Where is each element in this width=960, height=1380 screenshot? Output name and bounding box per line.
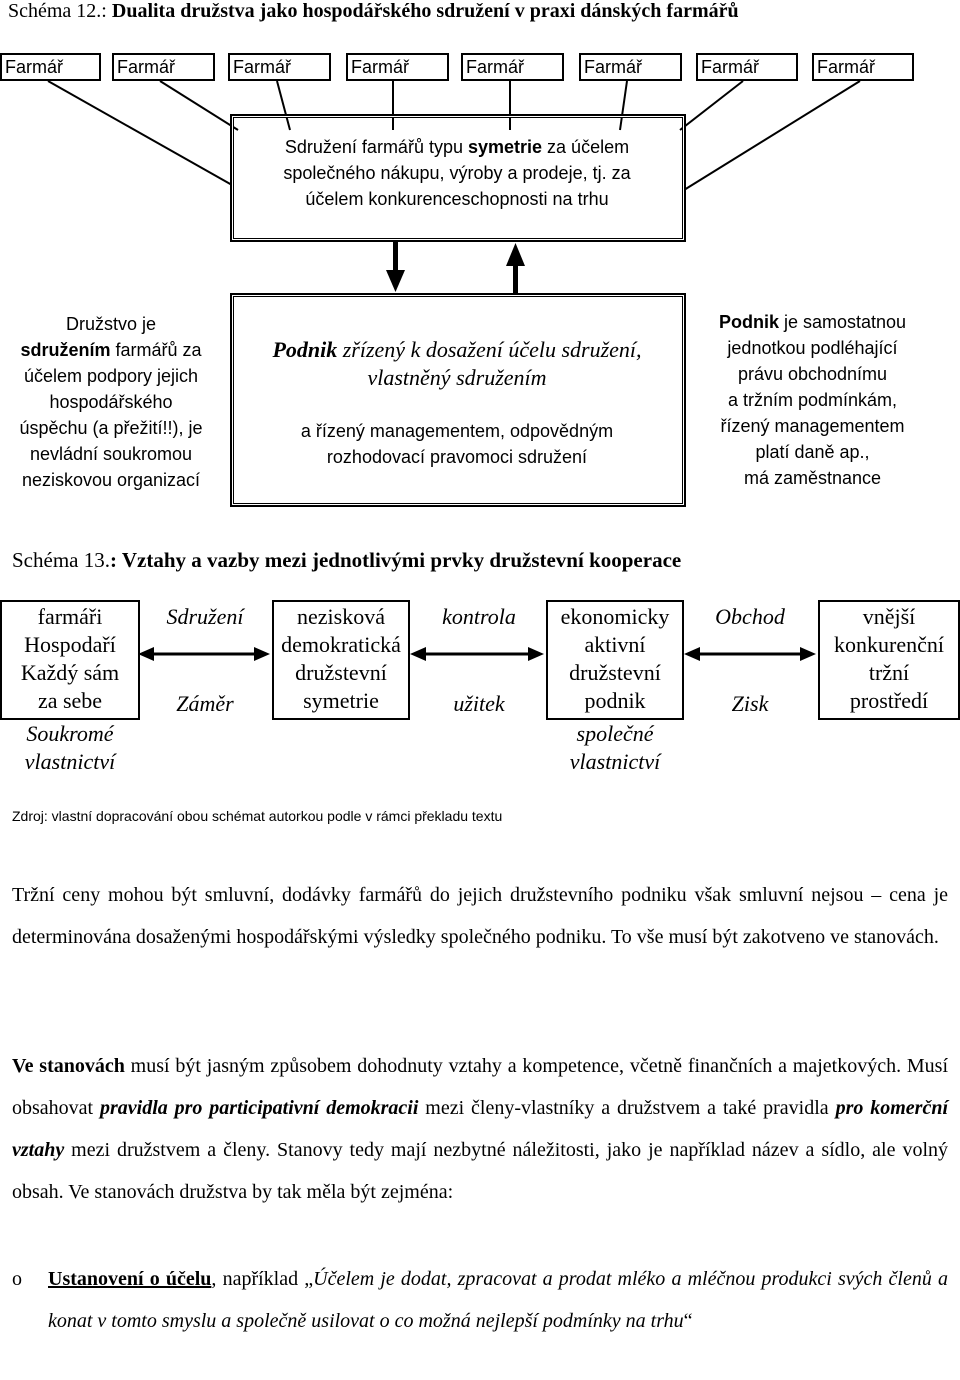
up-arrow-icon <box>506 243 525 296</box>
market-box-text: vnější konkurenční tržní prostředí <box>834 604 944 713</box>
link-label-profit: Zisk <box>731 691 769 716</box>
bullet-marker: o <box>12 1268 22 1290</box>
schema13-arrows <box>0 640 960 670</box>
farmer-box: Farmář <box>346 53 449 81</box>
cooperative-definition-text: Družstvo je sdružením farmářů za účelem podpory jejich hospodářského úspěchu (a přežití!!), je nevládní soukromou neziskovou organizací <box>19 314 203 490</box>
double-arrow-icon <box>138 647 270 661</box>
farmer-box: Farmář <box>696 53 798 81</box>
common-ownership-text: společné vlastnictví <box>569 721 661 774</box>
source-note: Zdroj: vlastní dopracování obou schémat autorkou podle v rámci překladu textu <box>12 808 503 824</box>
link-label-benefit: užitek <box>453 691 505 716</box>
connector-line <box>684 81 860 190</box>
link-label-control: kontrola <box>442 604 516 629</box>
double-arrow-icon <box>684 647 816 661</box>
enterprise-box-13-text: ekonomicky aktivní družstevní podnik <box>560 604 670 713</box>
schema12-title: Schéma 12.: Dualita družstva jako hospodářského sdružení v praxi dánských farmářů <box>8 0 739 22</box>
private-ownership-text: Soukromé vlastnictví <box>24 721 116 774</box>
double-arrow-icon <box>410 647 544 661</box>
link-label-association: Sdružení <box>166 604 244 629</box>
farmer-box: Farmář <box>812 53 914 81</box>
cooperative-box-text: nezisková demokratická družstevní symetrie <box>281 604 401 713</box>
paragraph-prices: Tržní ceny mohou být smluvní, dodávky farmářů do jejich družstevního podniku však smluvní nejsou – cena je determinována dosaženými hospodářskými výsledky společného podniku. To vše musí být zakotveno ve stanovách. <box>12 884 948 948</box>
farmer-box: Farmář <box>112 53 215 81</box>
paragraph-statutes: Ve stanovách musí být jasným způsobem dohodnuty vztahy a kompetence, včetně finančních a majetkových. Musí obsahovat pravidla pro participativní demokracii mezi členy-vlastníky a družstvem a také pravidla pro komerční vztahy mezi družstvem a členy. Stanovy tedy mají nezbytné náležitosti, jako je například název a sídlo, ale volný obsah. Ve stanovách družstva by tak měla být zejména: <box>12 1055 949 1203</box>
enterprise-text: Podnik zřízený k dosažení účelu sdružení, vlastněný sdružením a řízený managementem, odpovědným rozhodovací pravomoci sdružení <box>272 337 642 467</box>
farmer-box: Farmář <box>461 53 564 81</box>
connector-line <box>680 81 743 130</box>
farmers-box-text: farmáři Hospodaří Každý sám za sebe <box>20 604 120 713</box>
down-arrow-icon <box>386 242 405 292</box>
schema13-title: Schéma 13.: Vztahy a vazby mezi jednotlivými prvky družstevní kooperace <box>12 548 682 572</box>
connector-line <box>48 81 232 185</box>
farmer-box: Farmář <box>579 53 682 81</box>
farmer-box: Farmář <box>0 53 101 81</box>
enterprise-definition-text: Podnik je samostatnou jednotkou podléhající právu obchodnímu a tržním podmínkám, řízený managementem platí daně ap., má zaměstnance <box>718 312 907 488</box>
bullet-purpose: Ustanovení o účelu, například „Účelem je dodat, zpracovat a prodat mléko a mléčnou produkci svých členů a konat v tomto smyslu a společně usilovat o co možná nejlepší podmínky na trhu“ <box>48 1268 949 1332</box>
association-text: Sdružení farmářů typu symetrie za účelem společného nákupu, výroby a prodeje, tj. za účelem konkurenceschopnosti na trhu <box>283 137 631 209</box>
farmer-box: Farmář <box>228 53 331 81</box>
connector-line <box>160 81 238 130</box>
link-label-trade: Obchod <box>715 604 785 629</box>
link-label-intent: Záměr <box>176 691 234 716</box>
